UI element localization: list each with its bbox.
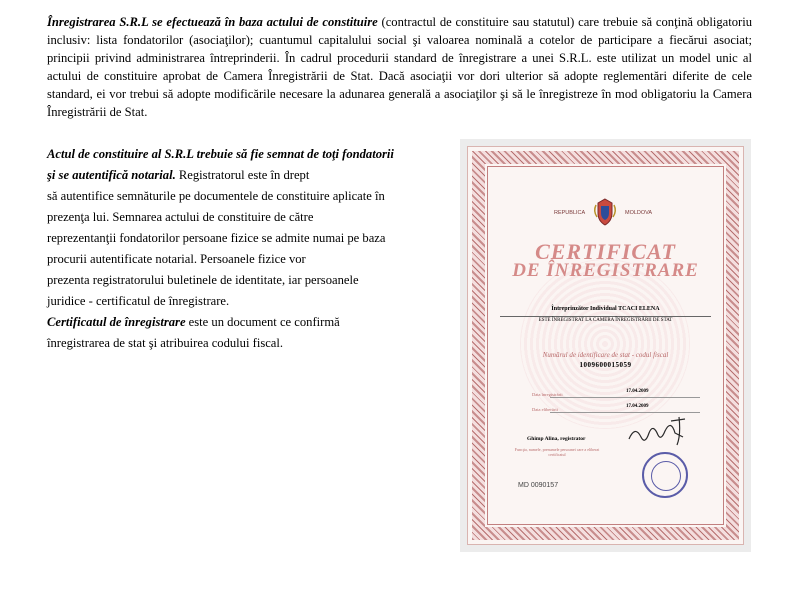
divider — [550, 397, 700, 398]
certificate-note-line-2: înregistrarea de stat şi atribuirea codului fiscal. — [47, 336, 284, 350]
intro-paragraph — [47, 13, 752, 121]
certificate-serial: MD 0090157 — [518, 482, 559, 489]
certificate-holder: Întreprinzător Individual TCACI ELENA — [551, 306, 660, 312]
certificate-title-line-2: DE ÎNREGISTRARE — [512, 260, 699, 281]
certificate-note-tail: este un document ce confirmă — [185, 315, 340, 329]
date-issue-label: Data eliberării — [532, 407, 558, 412]
certificate-title-line-1: CERTIFICAT — [535, 239, 676, 264]
id-number-value: 1009600015059 — [579, 361, 632, 369]
intro-body: (contractul de constituire sau statutul) care trebuie să conţină obligatoriu inclusiv: lista fondatorilor (asociaţilor); cuantumul capitalului social şi valoarea nominală a cotelor de participare a fiecărui asociat; principii privind administrarea întreprinderii. În cadrul procedurii standard de înregistrare a unei S.R.L. este utilizat un model unic al actului de constituire aprobat de Camera Înregistrării de Stat. Dacă asociaţii vor dori ulterior să adopte reglementări diferite de cele standard, ei vor trebui să adopte modificările necesare la adunarea generală a asociaţilor şi să le înregistreze în mod obligatoriu la Camera Înregistrării de Stat. — [47, 15, 753, 119]
divider — [550, 412, 700, 413]
watermark-pattern — [520, 259, 690, 429]
date-issue-value: 17.04.2009 — [626, 404, 649, 409]
intro-lead: Înregistrarea S.R.L se efectuează în baza actului de constituire — [47, 15, 378, 29]
registrar-name: Ghimp Alina, registrator — [527, 436, 586, 442]
coat-of-arms-icon — [592, 197, 618, 227]
notary-line: procurii autentificate notarial. Persoanele fizice vor — [47, 252, 306, 266]
notary-line: reprezentanţii fondatorilor persoane fizice se admite numai pe baza — [47, 231, 386, 245]
official-stamp-icon — [642, 452, 688, 498]
notary-line: prezenta registratorului buletinele de identitate, iar persoanele — [47, 273, 359, 287]
notary-line: să autentifice semnăturile pe documentele de constituire aplicate în — [47, 189, 385, 203]
id-number-label: Numărul de identificare de stat - codul fiscal — [542, 351, 669, 359]
certificate-image — [460, 139, 751, 552]
notary-line: prezenţa lui. Semnarea actului de constituire de către — [47, 210, 314, 224]
notary-line: juridice - certificatul de înregistrare. — [47, 294, 230, 308]
date-registration-label: Data înregistrării — [532, 392, 563, 397]
notary-section — [47, 144, 447, 354]
signature-icon — [625, 415, 695, 450]
certificate-note-lead: Certificatul de înregistrare — [47, 315, 186, 329]
certificate-holder-sub: ESTE ÎNREGISTRAT LA CAMERA ÎNREGISTRĂRII DE STAT — [500, 316, 711, 323]
notary-lead-1: Actul de constituire al S.R.L trebuie să fie semnat de toţi fondatorii — [47, 147, 394, 161]
registrar-caption: Funcţia, numele, prenumele persoanei care a eliberat certificatul — [514, 447, 600, 457]
notary-lead-2: şi se autentifică notarial. — [47, 168, 176, 182]
date-registration-value: 17.04.2009 — [626, 389, 649, 394]
country-label-right: MOLDOVA — [625, 210, 653, 216]
country-label-left: REPUBLICA — [554, 210, 586, 216]
notary-line-2-tail: Registratorul este în drept — [175, 168, 310, 182]
